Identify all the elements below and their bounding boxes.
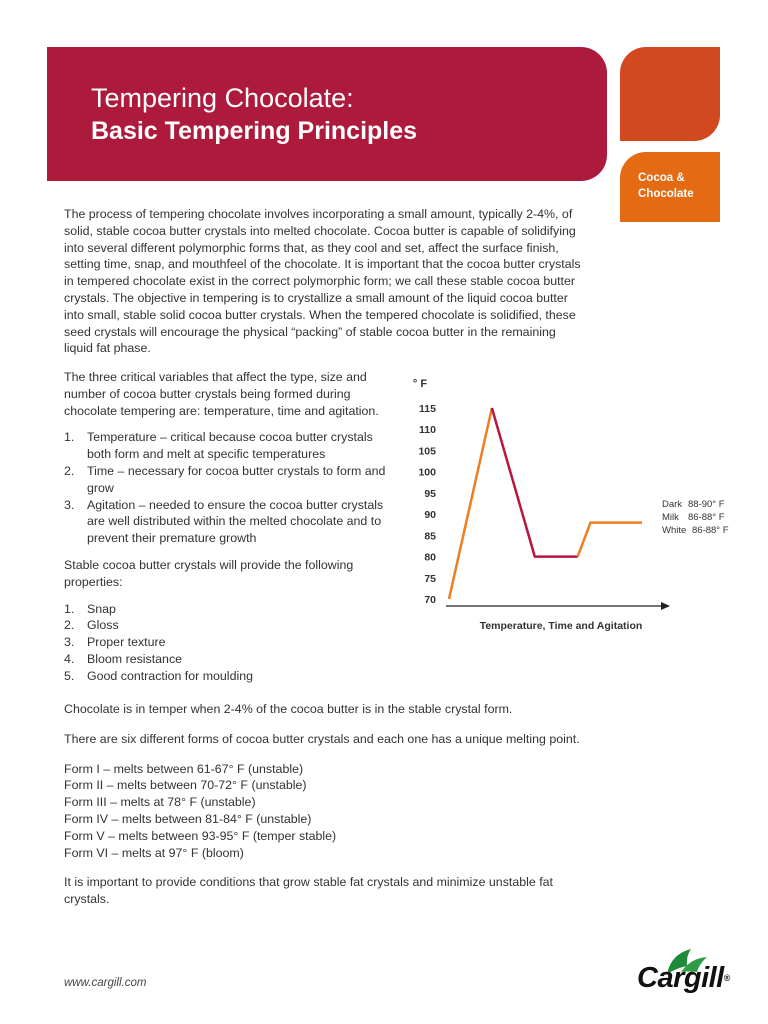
y-axis-label: ° F: [412, 378, 428, 390]
properties-intro: Stable cocoa butter crystals will provide the following properties:: [64, 557, 354, 589]
left-column: [64, 369, 394, 685]
logo-wordmark: [637, 960, 730, 996]
y-tick-label: 95: [424, 487, 436, 500]
lower-text: [64, 701, 586, 908]
form-item: Form II – melts between 70-72° F (unstable): [64, 778, 307, 793]
list-item: [64, 601, 394, 618]
list-text: Snap: [87, 601, 116, 616]
y-tick-label: 75: [424, 572, 436, 585]
annotation-milk-label: Milk: [662, 512, 679, 523]
y-ticks: [418, 403, 436, 606]
registered-mark: ®: [723, 973, 730, 983]
list-text: Time – necessary for cocoa butter crystals to form and grow: [87, 463, 386, 495]
series-line-cooling: [492, 408, 578, 557]
list-text: Gloss: [87, 618, 119, 633]
y-tick-label: 110: [419, 424, 436, 437]
annotation-white-label: White: [662, 525, 687, 536]
form-item: Form III – melts at 78° F (unstable): [64, 795, 256, 810]
x-axis-label: Temperature, Time and Agitation: [479, 620, 643, 632]
page-title: Tempering Chocolate:: [91, 83, 354, 113]
list-item: [64, 634, 394, 651]
form-item: Form V – melts between 93-95° F (temper stable): [64, 828, 337, 843]
list-item: [64, 651, 394, 668]
category-label: [638, 170, 718, 202]
list-text: Temperature – critical because cocoa butter crystals both form and melt at specific temperatures: [87, 430, 373, 462]
forms-intro: There are six different forms of cocoa butter crystals and each one has a unique melting point.: [64, 731, 580, 746]
list-item: [64, 497, 394, 547]
variables-intro: The three critical variables that affect the type, size and number of cocoa butter crystals being formed during chocolate tempering are: temperature, time and agitation.: [64, 370, 379, 418]
forms-list: [64, 761, 586, 862]
list-text: Good contraction for moulding: [87, 668, 253, 683]
footer-url: www.cargill.com: [64, 977, 147, 989]
annotation-white-range: 86-88° F: [692, 525, 729, 536]
list-number: 4.: [64, 651, 75, 666]
list-number: 5.: [64, 668, 75, 683]
y-tick-label: 90: [424, 509, 436, 522]
y-tick-label: 115: [419, 403, 436, 415]
y-tick-label: 80: [424, 551, 436, 564]
list-item: [64, 617, 394, 634]
series-line-heating: [449, 408, 492, 599]
list-item: [64, 668, 394, 685]
page-subtitle: Basic Tempering Principles: [91, 117, 418, 145]
series-line-reheating: [578, 523, 642, 557]
list-number: 2.: [64, 618, 75, 633]
closing-text: It is important to provide conditions that grow stable fat crystals and minimize unstable fat crystals.: [64, 875, 553, 907]
y-tick-label: 100: [418, 466, 436, 479]
list-text: Bloom resistance: [87, 651, 183, 666]
annotation-milk-range: 86-88° F: [688, 512, 725, 523]
list-item: [64, 463, 394, 497]
decorative-tab-top: [620, 47, 720, 141]
list-number: 1.: [64, 430, 75, 445]
chart-series: [449, 408, 642, 599]
list-number: 2.: [64, 463, 75, 478]
variables-list: [64, 429, 394, 547]
list-number: 1.: [64, 601, 75, 616]
form-item: Form VI – melts at 97° F (bloom): [64, 845, 244, 860]
annotation-dark-label: Dark: [662, 499, 683, 510]
y-tick-label: 105: [418, 445, 436, 458]
form-item: Form I – melts between 61-67° F (unstable): [64, 761, 304, 776]
list-number: 3.: [64, 635, 75, 650]
annotation-dark-range: 88-90° F: [688, 499, 725, 510]
tempering-chart: [400, 370, 740, 640]
logo-text: Cargill: [637, 962, 724, 994]
y-tick-label: 85: [424, 530, 436, 543]
category-label-line1: Cocoa &: [638, 172, 685, 184]
properties-list: [64, 601, 394, 685]
temper-statement: Chocolate is in temper when 2-4% of the cocoa butter is in the stable crystal form.: [64, 702, 513, 716]
intro-paragraph: [64, 206, 586, 357]
list-item: [64, 429, 394, 463]
list-text: Agitation – needed to ensure the cocoa butter crystals are well distributed within the melted chocolate and to prevent their premature growth: [87, 497, 384, 546]
list-number: 3.: [64, 497, 75, 512]
y-tick-label: 70: [424, 594, 436, 606]
x-axis-arrow: [661, 602, 670, 610]
chart-annotation: [662, 499, 729, 536]
category-label-line2: Chocolate: [638, 188, 694, 200]
cargill-logo: [637, 940, 747, 1000]
form-item: Form IV – melts between 81-84° F (unstable): [64, 811, 312, 826]
header-band: [47, 47, 607, 181]
list-text: Proper texture: [87, 635, 166, 650]
intro-text: The process of tempering chocolate involves incorporating a small amount, typically 2-4%, of solid, stable cocoa butter crystals into melted chocolate. Cocoa butter is capable of solidifying into several different polymorphic forms that, as they cool and set, affect the surface finish, setting time, snap, and mouthfeel of the chocolate. It is important that the cocoa butter crystals in tempered chocolate exist in the correct polymorphic form; we call these stable cocoa butter crystals. The objective in tempering is to crystallize a small amount of the liquid cocoa butter into small, stable solid cocoa butter crystals. When the tempered chocolate is solidified, these seed crystals will encourage the physical “packing” of stable cocoa butter in the remaining liquid fat phase.: [64, 207, 581, 356]
